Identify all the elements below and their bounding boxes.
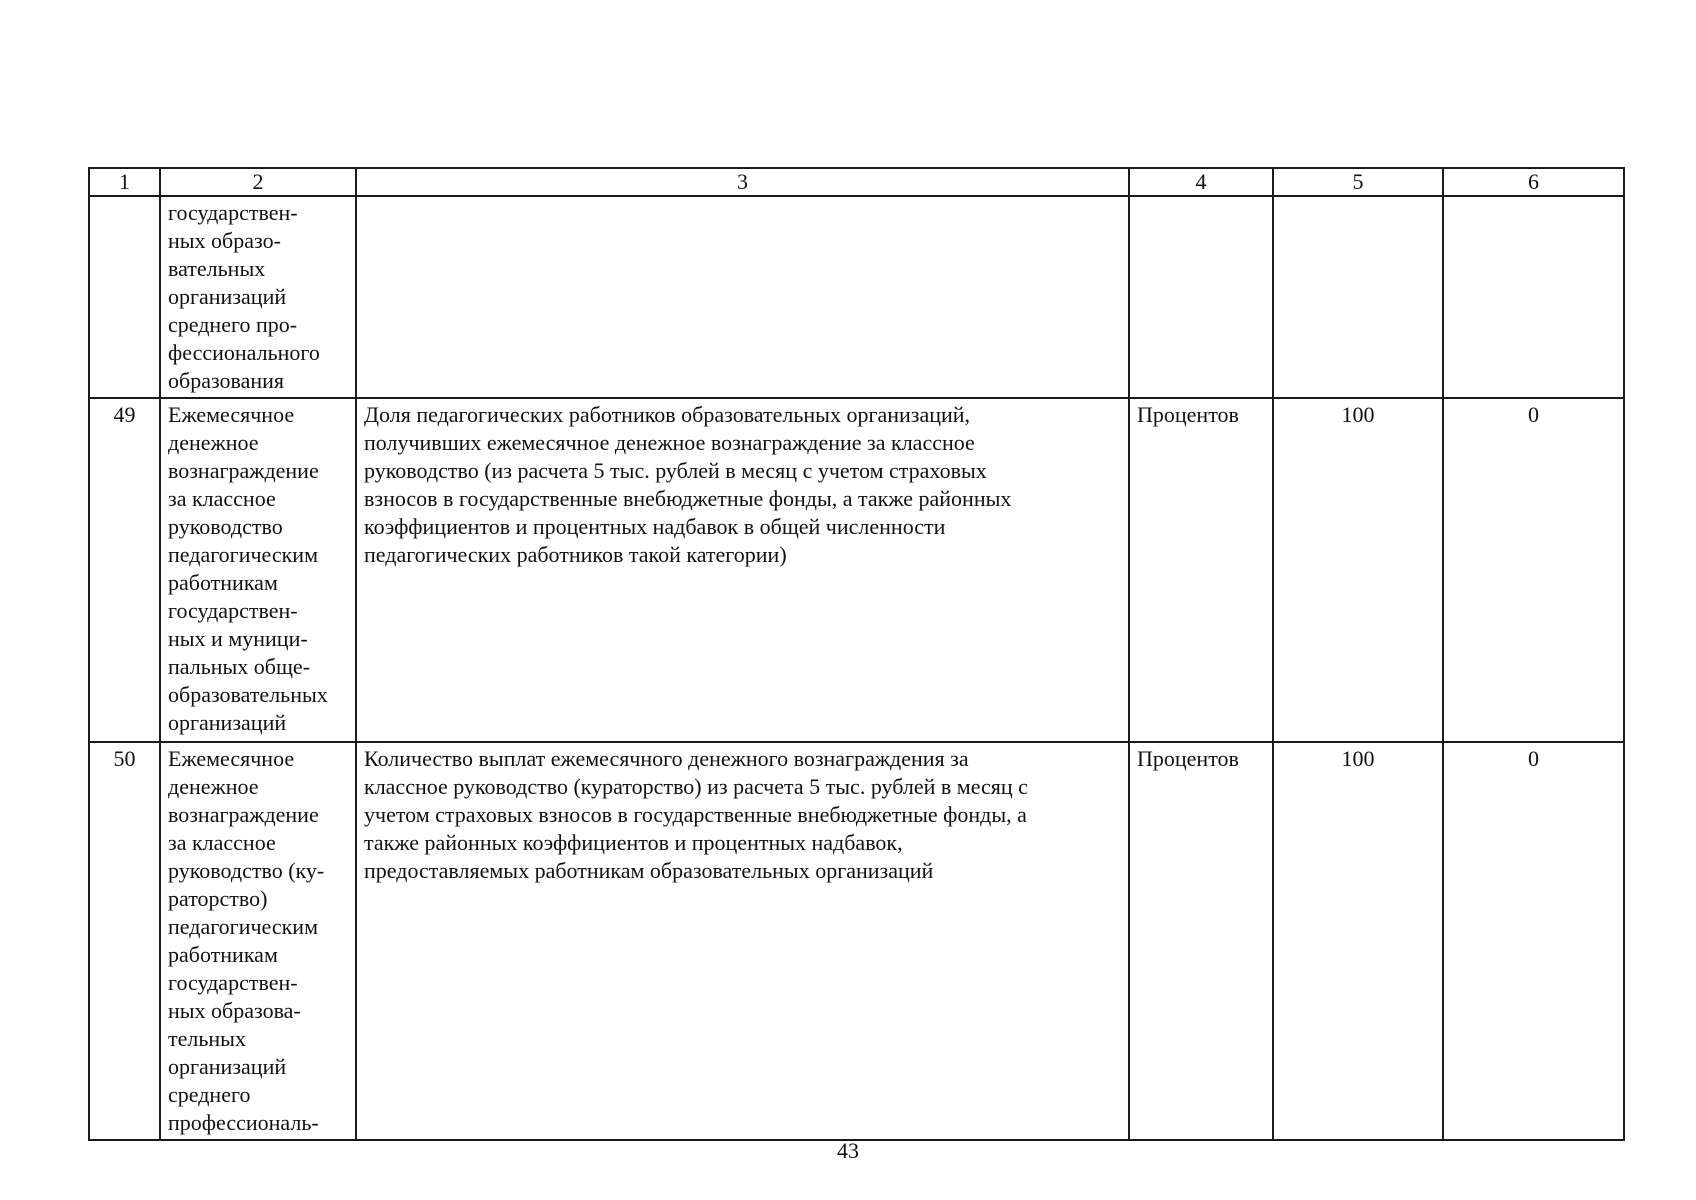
text-line: также районных коэффициентов и процентных надбавок, xyxy=(364,830,903,855)
text-line: профессиональ- xyxy=(168,1110,319,1135)
header-col-6: 6 xyxy=(1443,168,1624,196)
header-col-2: 2 xyxy=(160,168,356,196)
text-line: раторство) xyxy=(168,886,268,911)
indicator-description xyxy=(356,398,1129,742)
text-line: государствен- xyxy=(168,200,298,225)
header-col-4: 4 xyxy=(1129,168,1273,196)
text-line: денежное xyxy=(168,430,259,455)
text-line: Ежемесячное xyxy=(168,402,295,427)
row-number xyxy=(89,196,160,398)
text-line: педагогическим xyxy=(168,914,319,939)
page-number: 43 xyxy=(837,1138,859,1163)
text-line: Ежемесячное xyxy=(168,746,295,771)
text-line: педагогическим xyxy=(168,542,319,567)
text-line: за классное xyxy=(168,486,276,511)
text-line: денежное xyxy=(168,774,259,799)
text-line: педагогических работников такой категории) xyxy=(364,542,787,567)
text-line: ных и муници- xyxy=(168,626,308,651)
indicator-description xyxy=(356,742,1129,1140)
text-line: организаций xyxy=(168,1054,287,1079)
text-line: за классное xyxy=(168,830,276,855)
text-line: руководство xyxy=(168,514,283,539)
text-line: пальных обще- xyxy=(168,654,311,679)
table-header-row xyxy=(89,168,1624,196)
table-row xyxy=(89,742,1624,1140)
row-number: 49 xyxy=(89,398,160,742)
row-number: 50 xyxy=(89,742,160,1140)
indicator-description xyxy=(356,196,1129,398)
indicators-table xyxy=(88,167,1625,1141)
text-line: классное руководство (кураторство) из расчета 5 тыс. рублей в месяц с xyxy=(364,774,1028,799)
text-line: вознаграждение xyxy=(168,458,319,483)
text-line: коэффициентов и процентных надбавок в общей численности xyxy=(364,514,946,539)
value-col-6 xyxy=(1443,196,1624,398)
value-col-5: 100 xyxy=(1273,398,1443,742)
unit-cell: Процентов xyxy=(1129,742,1273,1140)
table-row xyxy=(89,196,1624,398)
text-line: работникам xyxy=(168,570,278,595)
table-row xyxy=(89,398,1624,742)
header-col-5: 5 xyxy=(1273,168,1443,196)
value-col-5 xyxy=(1273,196,1443,398)
text-line: Количество выплат ежемесячного денежного вознаграждения за xyxy=(364,746,969,771)
text-line: учетом страховых взносов в государственные внебюджетные фонды, а xyxy=(364,802,1027,827)
text-line: руководство (ку- xyxy=(168,858,325,883)
text-line: работникам xyxy=(168,942,278,967)
text-line: государствен- xyxy=(168,970,298,995)
text-line: образовательных xyxy=(168,682,328,707)
unit-cell xyxy=(1129,196,1273,398)
text-line: ных образо- xyxy=(168,228,281,253)
text-line: Доля педагогических работников образовательных организаций, xyxy=(364,402,971,427)
text-line: фессионального xyxy=(168,340,320,365)
indicator-name xyxy=(160,398,356,742)
unit-cell: Процентов xyxy=(1129,398,1273,742)
indicator-name xyxy=(160,196,356,398)
text-line: образования xyxy=(168,368,285,393)
text-line: тельных xyxy=(168,1026,246,1051)
header-col-3: 3 xyxy=(356,168,1129,196)
text-line: получивших ежемесячное денежное вознаграждение за классное xyxy=(364,430,975,455)
table-body xyxy=(89,196,1624,1140)
header-col-1: 1 xyxy=(89,168,160,196)
text-line: среднего xyxy=(168,1082,251,1107)
value-col-6: 0 xyxy=(1443,742,1624,1140)
text-line: вательных xyxy=(168,256,266,281)
text-line: вознаграждение xyxy=(168,802,319,827)
value-col-6: 0 xyxy=(1443,398,1624,742)
text-line: государствен- xyxy=(168,598,298,623)
indicator-name xyxy=(160,742,356,1140)
text-line: ных образова- xyxy=(168,998,301,1023)
text-line: организаций xyxy=(168,284,287,309)
text-line: взносов в государственные внебюджетные фонды, а также районных xyxy=(364,486,1012,511)
text-line: предоставляемых работникам образовательных организаций xyxy=(364,858,934,883)
text-line: среднего про- xyxy=(168,312,298,337)
value-col-5: 100 xyxy=(1273,742,1443,1140)
text-line: организаций xyxy=(168,710,287,735)
text-line: руководство (из расчета 5 тыс. рублей в месяц с учетом страховых xyxy=(364,458,987,483)
